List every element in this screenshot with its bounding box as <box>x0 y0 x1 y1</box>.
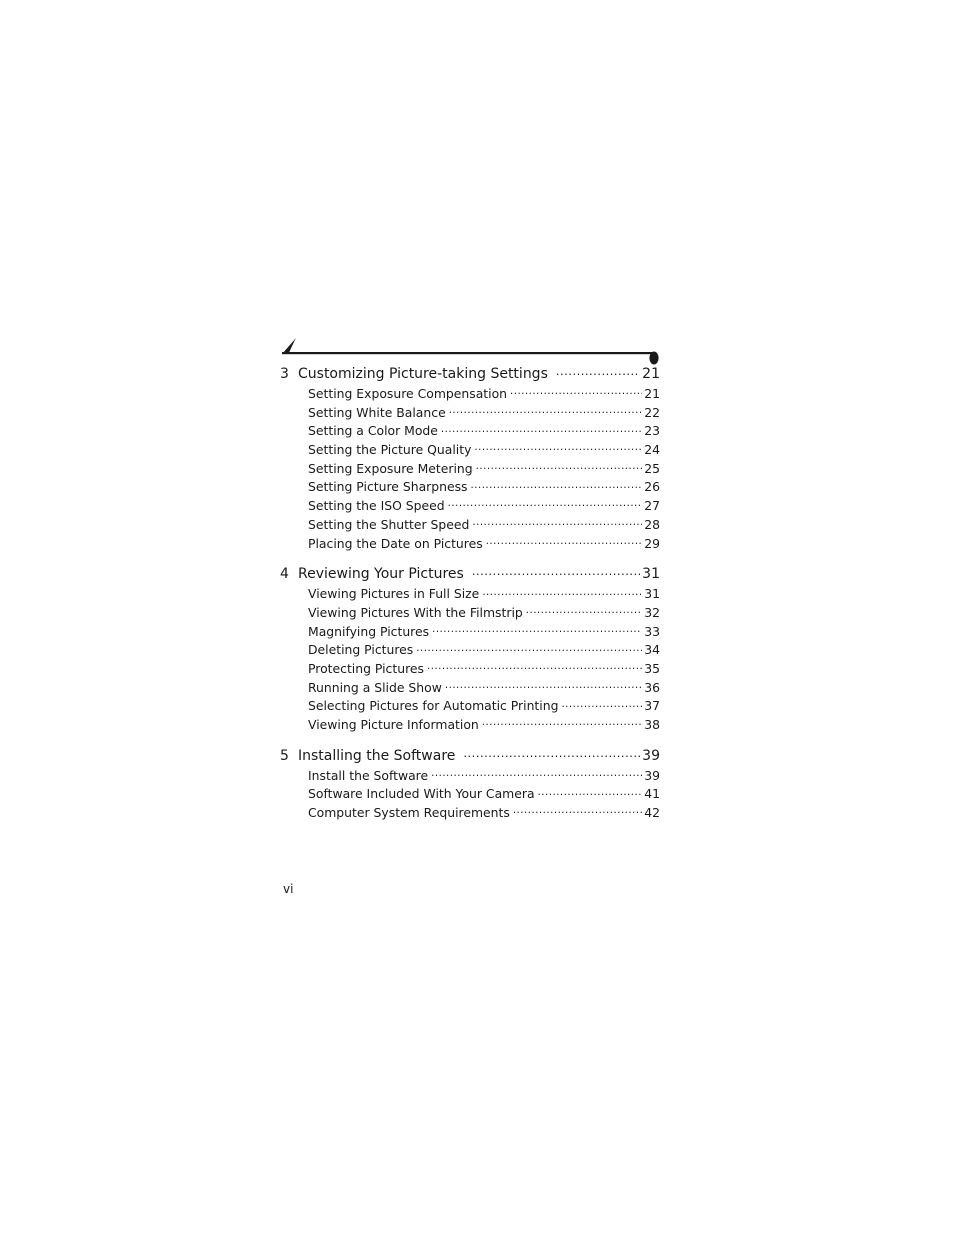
dot-leader <box>448 498 643 510</box>
toc-entry[interactable] <box>280 623 660 642</box>
entry-page-number: 26 <box>644 479 660 495</box>
chapter-title: Installing the Software <box>298 747 456 764</box>
chapter-page-number: 21 <box>642 366 660 382</box>
entry-title: Setting the ISO Speed <box>308 498 445 514</box>
dot-leader <box>556 364 640 378</box>
entry-title: Software Included With Your Camera <box>308 786 535 802</box>
table-of-contents <box>280 364 660 823</box>
toc-chapter-heading[interactable] <box>280 364 660 385</box>
entry-title: Running a Slide Show <box>308 679 442 695</box>
toc-entry[interactable] <box>280 697 660 716</box>
toc-entry[interactable] <box>280 516 660 535</box>
dot-leader <box>561 698 642 710</box>
toc-entry[interactable] <box>280 785 660 804</box>
dot-leader <box>431 767 642 779</box>
toc-entry[interactable] <box>280 385 660 404</box>
toc-entry[interactable] <box>280 535 660 554</box>
entry-page-number: 28 <box>644 516 660 532</box>
entry-page-number: 41 <box>644 786 660 802</box>
entry-page-number: 34 <box>644 642 660 658</box>
entry-title: Setting a Color Mode <box>308 423 438 439</box>
toc-entry[interactable] <box>280 679 660 698</box>
dot-leader <box>432 623 642 635</box>
dot-leader <box>513 805 642 817</box>
entry-title: Setting the Picture Quality <box>308 442 472 458</box>
toc-chapter-heading[interactable] <box>280 746 660 767</box>
dot-leader <box>449 404 643 416</box>
toc-chapter-3 <box>280 364 660 553</box>
entry-title: Setting the Shutter Speed <box>308 516 470 532</box>
entry-page-number: 22 <box>644 404 660 420</box>
toc-entry[interactable] <box>280 604 660 623</box>
toc-entry[interactable] <box>280 767 660 786</box>
entry-page-number: 33 <box>644 623 660 639</box>
chapter-page-number: 31 <box>642 566 660 583</box>
entry-title: Selecting Pictures for Automatic Printing <box>308 698 559 714</box>
entry-title: Magnifying Pictures <box>308 623 430 639</box>
entry-title: Protecting Pictures <box>308 660 424 676</box>
toc-entry[interactable] <box>280 660 660 679</box>
entry-page-number: 29 <box>644 535 660 551</box>
dot-leader <box>482 586 642 598</box>
chapter-title: Customizing Picture-taking Settings <box>298 366 548 382</box>
dot-leader <box>538 786 643 798</box>
dot-leader <box>463 746 640 760</box>
entry-title: Viewing Pictures in Full Size <box>308 586 480 602</box>
chapter-page-number: 39 <box>642 747 660 764</box>
chapter-number: 3 <box>280 366 289 382</box>
dot-leader <box>445 679 642 691</box>
toc-entry[interactable] <box>280 478 660 497</box>
dot-leader <box>510 386 642 398</box>
toc-entry[interactable] <box>280 460 660 479</box>
toc-entry[interactable] <box>280 804 660 823</box>
entry-title: Viewing Pictures With the Filmstrip <box>308 604 523 620</box>
entry-page-number: 27 <box>644 498 660 514</box>
dot-leader <box>476 460 643 472</box>
entry-title: Setting Exposure Metering <box>308 460 473 476</box>
entry-title: Placing the Date on Pictures <box>308 535 483 551</box>
toc-entry[interactable] <box>280 404 660 423</box>
chapter-number: 4 <box>280 566 289 583</box>
entry-page-number: 25 <box>644 460 660 476</box>
entry-title: Computer System Requirements <box>308 805 510 821</box>
entry-title: Setting Picture Sharpness <box>308 479 468 495</box>
toc-chapter-5 <box>280 746 660 823</box>
entry-page-number: 37 <box>644 698 660 714</box>
entry-page-number: 36 <box>644 679 660 695</box>
entry-title: Deleting Pictures <box>308 642 414 658</box>
dot-leader <box>482 717 642 729</box>
dot-leader <box>471 479 643 491</box>
entry-page-number: 42 <box>644 805 660 821</box>
entry-title: Install the Software <box>308 767 429 783</box>
dot-leader <box>474 442 642 454</box>
toc-entry[interactable] <box>280 585 660 604</box>
dot-leader <box>472 516 642 528</box>
entry-page-number: 39 <box>644 767 660 783</box>
toc-chapter-heading[interactable] <box>280 564 660 585</box>
dot-leader <box>526 604 642 616</box>
entry-page-number: 38 <box>644 717 660 732</box>
toc-chapter-4 <box>280 564 660 735</box>
dot-leader <box>472 564 640 578</box>
entry-page-number: 31 <box>644 586 660 602</box>
dot-leader <box>486 535 643 547</box>
header-rule-decoration <box>280 334 662 366</box>
entry-page-number: 32 <box>644 604 660 620</box>
entry-title: Setting Exposure Compensation <box>308 386 508 401</box>
toc-entry[interactable] <box>280 497 660 516</box>
chapter-title: Reviewing Your Pictures <box>298 566 464 583</box>
dot-leader <box>416 642 642 654</box>
toc-entry[interactable] <box>280 441 660 460</box>
entry-page-number: 21 <box>644 386 660 401</box>
entry-page-number: 35 <box>644 660 660 676</box>
entry-page-number: 23 <box>644 423 660 439</box>
entry-title: Viewing Picture Information <box>308 717 479 732</box>
entry-title: Setting White Balance <box>308 404 446 420</box>
dot-leader <box>427 661 642 673</box>
dot-leader <box>441 423 642 435</box>
toc-entry[interactable] <box>280 716 660 735</box>
page-number-footer: vi <box>283 882 294 896</box>
chapter-number: 5 <box>280 747 289 764</box>
entry-page-number: 24 <box>644 442 660 458</box>
toc-entry[interactable] <box>280 422 660 441</box>
toc-entry[interactable] <box>280 641 660 660</box>
